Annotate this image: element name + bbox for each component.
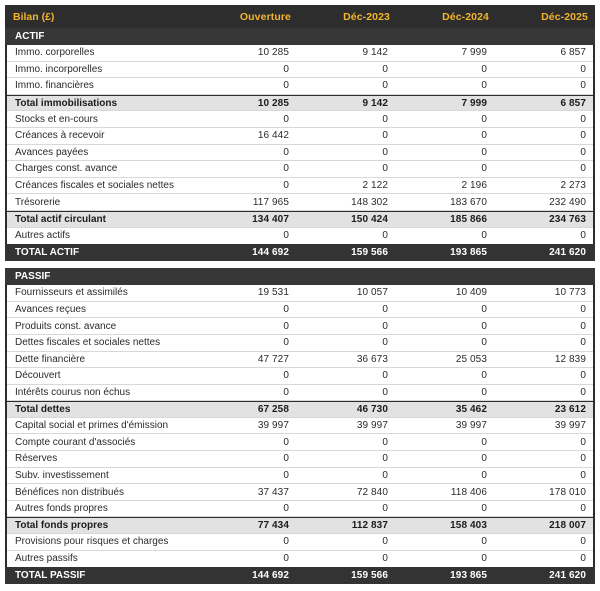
row-value: 7 999	[461, 97, 487, 109]
row-value: 183 670	[450, 196, 487, 208]
row-value: 241 620	[549, 570, 586, 582]
row-label: Intérêts courus non échus	[15, 386, 131, 398]
row-label: Total immobilisations	[15, 97, 118, 109]
row-label: Immo. corporelles	[15, 47, 95, 59]
row-value: 185 866	[450, 213, 487, 225]
row-value: 0	[382, 230, 388, 242]
row-value: 241 620	[549, 247, 586, 259]
row-value: 0	[283, 180, 289, 192]
row-value: 0	[382, 553, 388, 565]
row-value: 0	[283, 320, 289, 332]
row-value: 10 285	[257, 97, 289, 109]
row-value: 0	[580, 113, 586, 125]
table-row	[7, 368, 593, 385]
row-value: 0	[382, 370, 388, 382]
table-body	[5, 28, 595, 584]
row-value: 0	[580, 130, 586, 142]
row-value: 0	[283, 370, 289, 382]
row-label: Autres fonds propres	[15, 503, 108, 515]
row-value: 47 727	[257, 353, 289, 365]
row-value: 0	[283, 436, 289, 448]
row-value: 118 406	[450, 486, 487, 498]
table-row	[7, 62, 593, 79]
row-label: Immo. incorporelles	[15, 63, 103, 75]
row-label: TOTAL ACTIF	[15, 247, 80, 259]
row-value: 0	[283, 337, 289, 349]
row-value: 0	[283, 503, 289, 515]
row-value: 0	[580, 230, 586, 242]
table-row	[7, 111, 593, 128]
row-value: 77 434	[257, 520, 289, 532]
row-value: 0	[481, 536, 487, 548]
table-row	[7, 352, 593, 369]
row-value: 72 840	[356, 486, 388, 498]
row-label: Stocks et en-cours	[15, 113, 98, 125]
row-value: 0	[580, 436, 586, 448]
row-value: 39 997	[356, 420, 388, 432]
row-value: 35 462	[455, 404, 487, 416]
table-row	[7, 335, 593, 352]
table-row	[7, 451, 593, 468]
row-value: 25 053	[455, 353, 487, 365]
section-passif	[5, 268, 595, 584]
row-value: 159 566	[351, 247, 388, 259]
row-value: 0	[481, 80, 487, 92]
table-row	[7, 551, 593, 568]
row-value: 0	[481, 370, 487, 382]
row-value: 0	[283, 230, 289, 242]
table-header-row	[5, 5, 595, 28]
table-row	[7, 534, 593, 551]
row-value: 67 258	[257, 404, 289, 416]
row-label: Réserves	[15, 453, 58, 465]
row-value: 218 007	[549, 520, 586, 532]
table-row	[7, 418, 593, 435]
row-value: 0	[382, 163, 388, 175]
table-row	[7, 78, 593, 95]
row-value: 0	[382, 80, 388, 92]
row-label: Créances fiscales et sociales nettes	[15, 180, 174, 192]
row-label: Total fonds propres	[15, 520, 109, 532]
row-label: Dettes fiscales et sociales nettes	[15, 337, 161, 349]
row-value: 0	[580, 503, 586, 515]
row-value: 10 409	[455, 287, 487, 299]
table-row	[7, 385, 593, 402]
row-label: Compte courant d'associés	[15, 436, 136, 448]
row-value: 10 285	[257, 47, 289, 59]
row-value: 158 403	[450, 520, 487, 532]
row-value: 0	[481, 337, 487, 349]
table-row	[7, 194, 593, 211]
row-value: 0	[481, 230, 487, 242]
row-value: 0	[481, 469, 487, 481]
row-label: Subv. investissement	[15, 469, 109, 481]
table-row	[7, 161, 593, 178]
row-value: 0	[580, 80, 586, 92]
subtotal-row	[7, 517, 593, 534]
row-value: 36 673	[356, 353, 388, 365]
row-label: Découvert	[15, 370, 61, 382]
row-value: 0	[580, 386, 586, 398]
row-value: 0	[382, 469, 388, 481]
table-row	[7, 302, 593, 319]
row-value: 0	[283, 386, 289, 398]
section-title: PASSIF	[15, 271, 51, 283]
row-value: 0	[382, 337, 388, 349]
row-value: 0	[283, 453, 289, 465]
row-value: 0	[283, 536, 289, 548]
row-value: 159 566	[351, 570, 388, 582]
row-value: 0	[580, 320, 586, 332]
row-value: 0	[580, 553, 586, 565]
row-value: 0	[481, 320, 487, 332]
row-value: 0	[580, 370, 586, 382]
row-value: 0	[283, 553, 289, 565]
row-value: 0	[382, 304, 388, 316]
row-value: 134 407	[252, 213, 289, 225]
table-row	[7, 484, 593, 501]
row-value: 0	[382, 320, 388, 332]
grand-total-row-actif	[5, 244, 595, 261]
row-value: 0	[382, 453, 388, 465]
table-row	[7, 178, 593, 195]
row-value: 0	[481, 130, 487, 142]
column-header-dec-2023: Déc-2023	[343, 10, 390, 23]
row-label: Trésorerie	[15, 196, 61, 208]
section-header-passif	[5, 268, 595, 285]
row-value: 193 865	[450, 570, 487, 582]
row-label: Bénéfices non distribués	[15, 486, 124, 498]
row-value: 0	[580, 337, 586, 349]
row-value: 0	[580, 63, 586, 75]
row-value: 9 142	[362, 47, 388, 59]
table-row	[7, 285, 593, 302]
row-label: Immo. financières	[15, 80, 94, 92]
row-value: 16 442	[257, 130, 289, 142]
row-value: 39 997	[455, 420, 487, 432]
table-row	[7, 468, 593, 485]
column-header-dec-2024: Déc-2024	[442, 10, 489, 23]
row-label: Fournisseurs et assimilés	[15, 287, 128, 299]
table-row	[7, 501, 593, 518]
row-value: 193 865	[450, 247, 487, 259]
row-value: 112 837	[351, 520, 388, 532]
row-label: Total dettes	[15, 404, 71, 416]
subtotal-row	[7, 211, 593, 228]
table-row	[7, 128, 593, 145]
row-value: 37 437	[257, 486, 289, 498]
row-label: Dette financière	[15, 353, 86, 365]
row-value: 0	[580, 536, 586, 548]
row-value: 0	[283, 113, 289, 125]
row-value: 39 997	[257, 420, 289, 432]
row-value: 0	[382, 536, 388, 548]
row-value: 0	[580, 453, 586, 465]
row-value: 0	[382, 503, 388, 515]
row-value: 0	[580, 469, 586, 481]
row-value: 10 773	[554, 287, 586, 299]
row-value: 0	[382, 386, 388, 398]
table-row	[7, 318, 593, 335]
row-label: Avances reçues	[15, 304, 86, 316]
row-value: 0	[481, 304, 487, 316]
row-value: 117 965	[252, 196, 289, 208]
section-title: ACTIF	[15, 31, 45, 42]
row-label: Créances à recevoir	[15, 130, 105, 142]
row-value: 0	[283, 163, 289, 175]
row-value: 0	[382, 436, 388, 448]
row-label: Capital social et primes d'émission	[15, 420, 169, 432]
table-row	[7, 45, 593, 62]
row-value: 12 839	[554, 353, 586, 365]
row-value: 0	[481, 63, 487, 75]
row-value: 0	[481, 386, 487, 398]
row-value: 0	[481, 553, 487, 565]
row-value: 0	[382, 146, 388, 158]
row-value: 0	[580, 304, 586, 316]
row-label: Provisions pour risques et charges	[15, 536, 169, 548]
row-label: Total actif circulant	[15, 213, 106, 225]
row-value: 144 692	[252, 247, 289, 259]
row-label: Autres passifs	[15, 553, 78, 565]
row-value: 0	[580, 163, 586, 175]
row-value: 150 424	[351, 213, 388, 225]
row-label: Charges const. avance	[15, 163, 118, 175]
row-value: 6 857	[560, 97, 586, 109]
row-value: 0	[580, 146, 586, 158]
row-value: 7 999	[461, 47, 487, 59]
row-value: 0	[382, 113, 388, 125]
subtotal-row	[7, 95, 593, 112]
row-value: 39 997	[554, 420, 586, 432]
table-row	[7, 228, 593, 245]
row-value: 0	[382, 63, 388, 75]
row-value: 19 531	[257, 287, 289, 299]
row-value: 0	[481, 453, 487, 465]
row-value: 0	[382, 130, 388, 142]
row-value: 0	[283, 63, 289, 75]
row-value: 0	[283, 469, 289, 481]
row-value: 0	[481, 113, 487, 125]
row-value: 0	[283, 146, 289, 158]
section-header-actif	[5, 28, 595, 45]
grand-total-row-passif	[5, 567, 595, 584]
table-row	[7, 145, 593, 162]
row-value: 0	[481, 163, 487, 175]
row-value: 0	[283, 80, 289, 92]
row-label: Produits const. avance	[15, 320, 117, 332]
row-value: 2 273	[560, 180, 586, 192]
row-value: 2 122	[362, 180, 388, 192]
table-row	[7, 434, 593, 451]
row-value: 234 763	[549, 213, 586, 225]
row-value: 10 057	[356, 287, 388, 299]
row-value: 178 010	[549, 486, 586, 498]
row-value: 0	[481, 146, 487, 158]
row-value: 6 857	[560, 47, 586, 59]
row-value: 148 302	[351, 196, 388, 208]
row-label: TOTAL PASSIF	[15, 570, 86, 582]
row-value: 0	[481, 503, 487, 515]
row-value: 0	[481, 436, 487, 448]
column-header-dec-2025: Déc-2025	[541, 10, 588, 23]
row-value: 46 730	[356, 404, 388, 416]
row-value: 2 196	[461, 180, 487, 192]
row-value: 232 490	[549, 196, 586, 208]
table-title: Bilan (£)	[13, 10, 55, 23]
row-value: 0	[283, 304, 289, 316]
subtotal-row	[7, 401, 593, 418]
column-header-ouverture: Ouverture	[239, 10, 291, 23]
balance-sheet-table	[5, 5, 595, 584]
section-actif	[5, 28, 595, 261]
row-value: 9 142	[362, 97, 388, 109]
row-label: Avances payées	[15, 146, 89, 158]
row-value: 144 692	[252, 570, 289, 582]
row-label: Autres actifs	[15, 230, 71, 242]
row-value: 23 612	[554, 404, 586, 416]
